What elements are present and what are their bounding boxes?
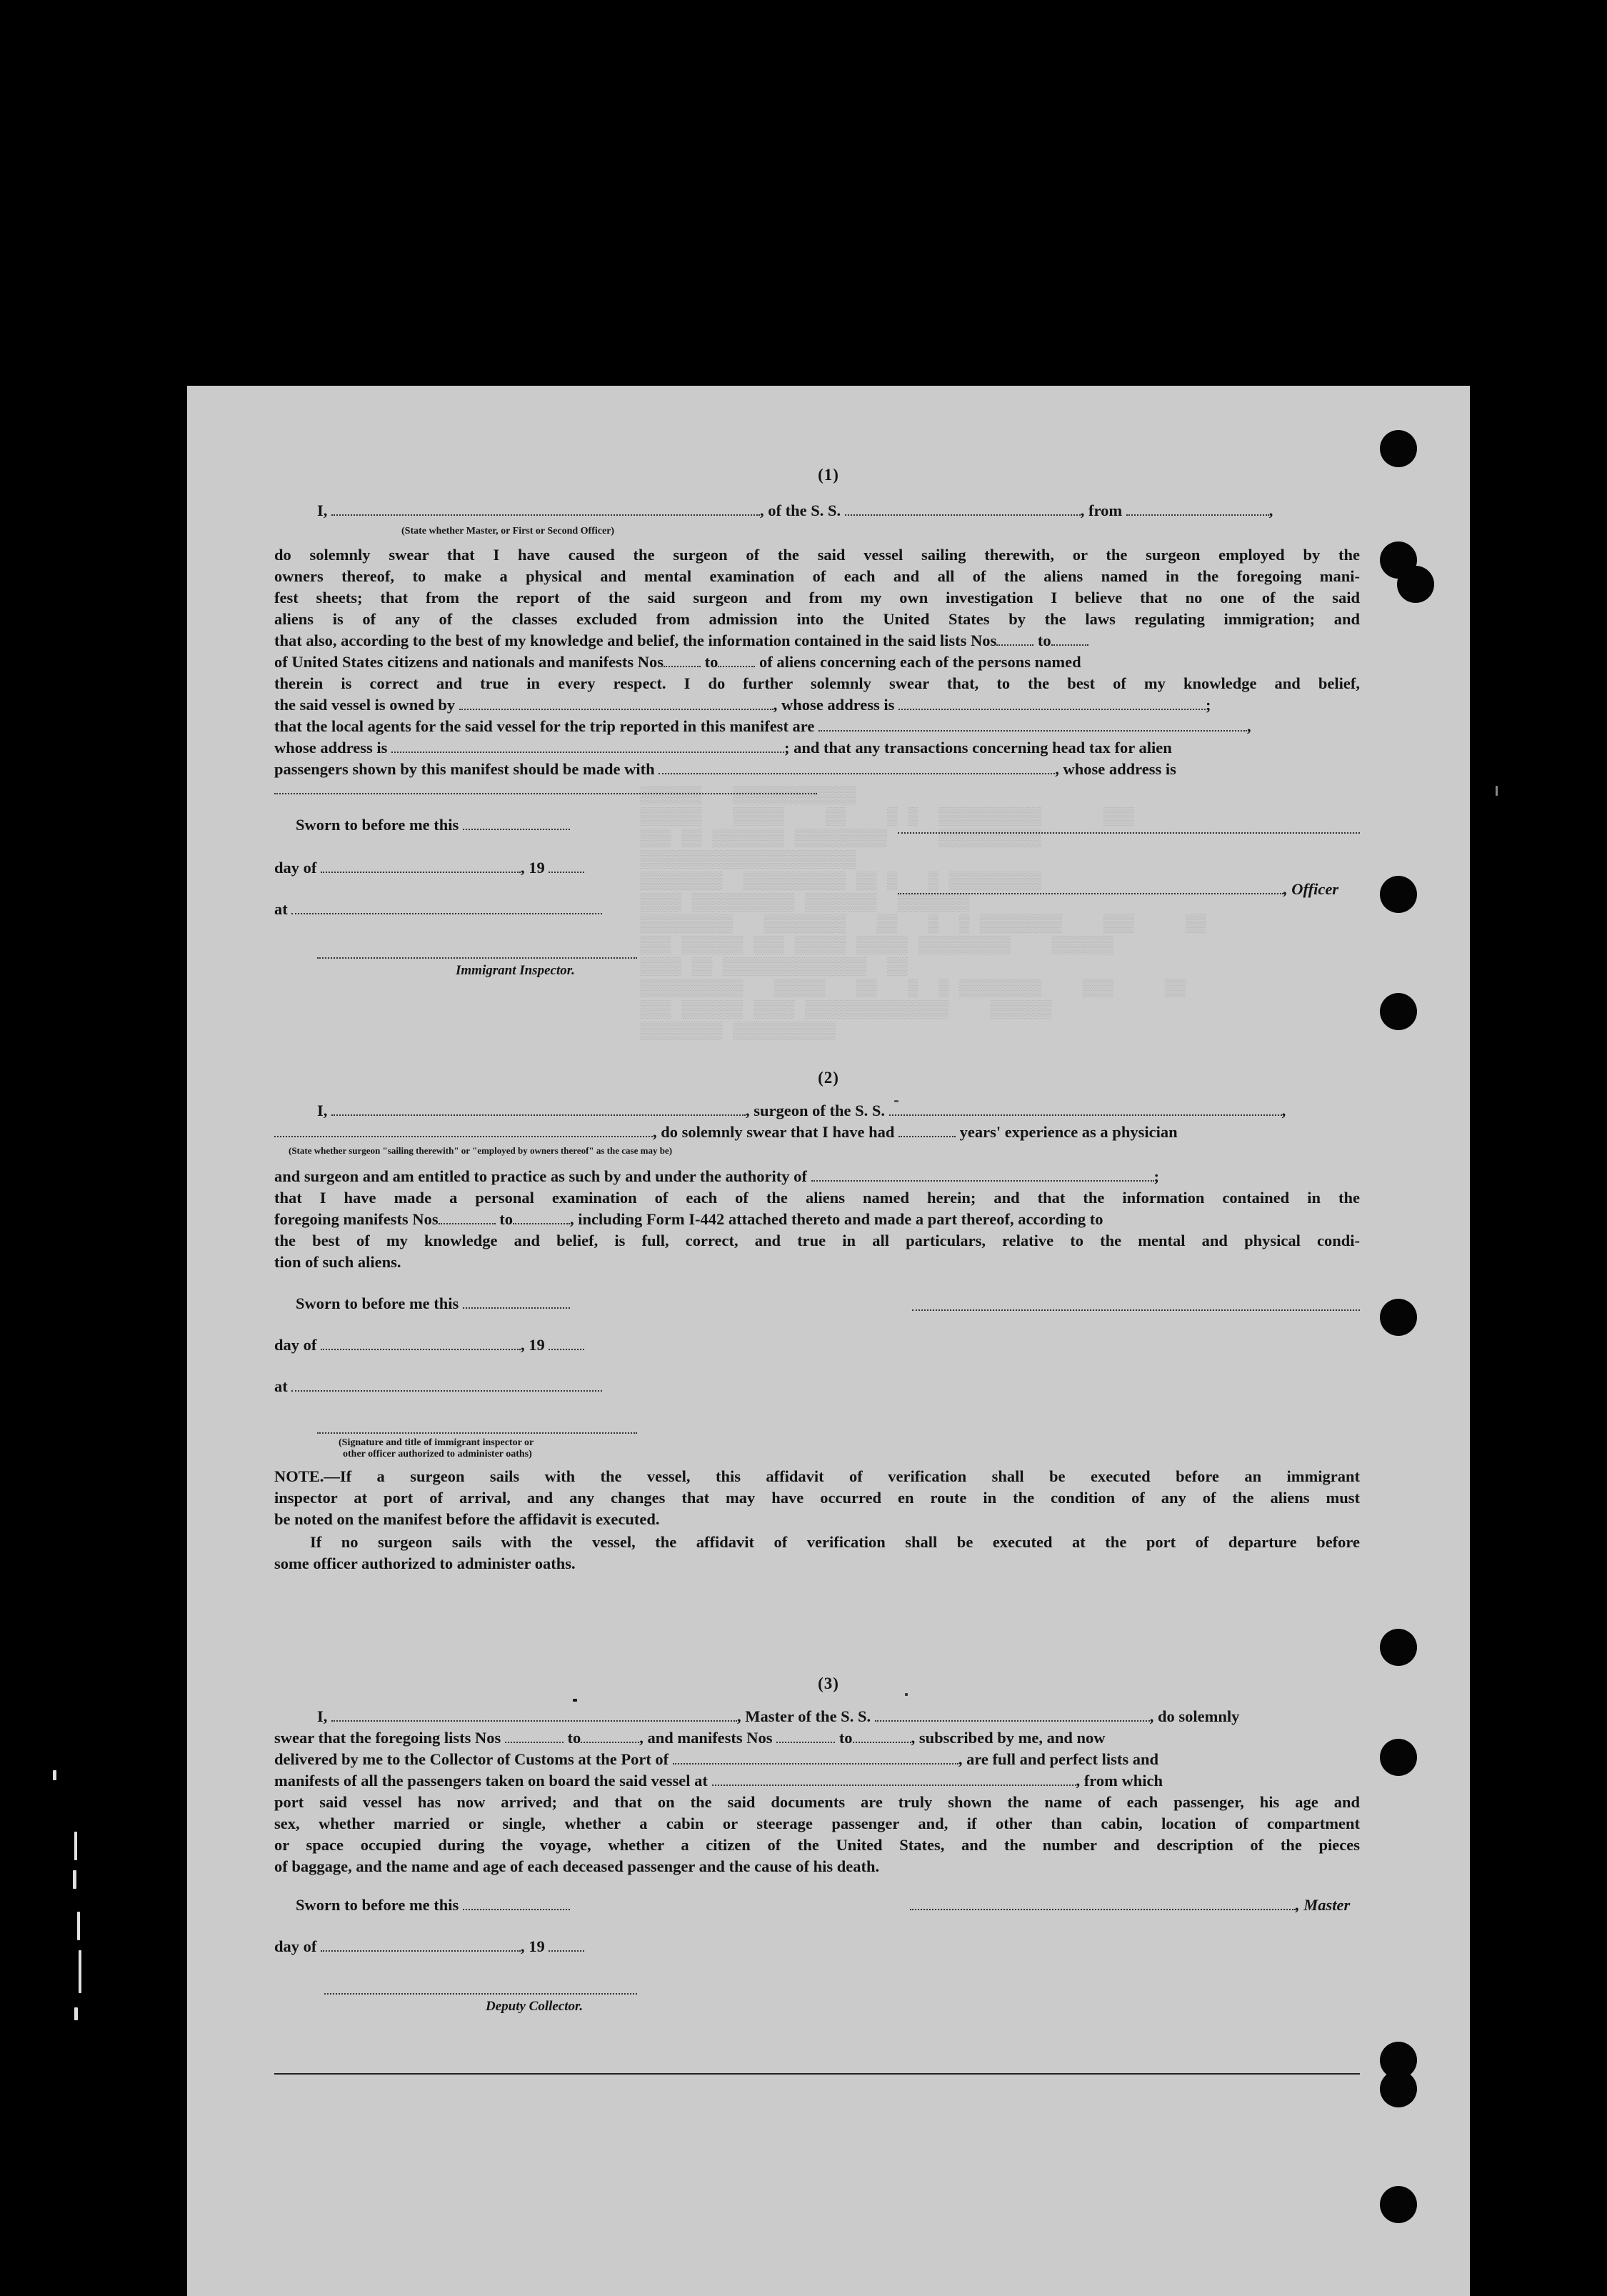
manifests-from-field[interactable] bbox=[664, 654, 701, 667]
bottom-rule bbox=[274, 2073, 1360, 2075]
punch-hole bbox=[1397, 566, 1434, 603]
embark-port-field[interactable] bbox=[712, 1773, 1076, 1786]
year-field[interactable] bbox=[549, 860, 584, 873]
label: that the local agents for the said vessel for the trip reported in this manifest are bbox=[274, 717, 815, 735]
label: , subscribed by me, and now bbox=[911, 1729, 1106, 1747]
year-field[interactable] bbox=[549, 1337, 584, 1350]
lists-from-field[interactable] bbox=[505, 1730, 564, 1743]
form-sheet bbox=[187, 386, 1470, 2296]
line bbox=[898, 879, 1338, 900]
label: day of bbox=[274, 1336, 317, 1354]
pronoun: I, bbox=[317, 501, 328, 519]
para-line: aliens is of any of the classes excluded from admission into the United States by the laws regulating immigration; and bbox=[274, 610, 1360, 628]
year-field[interactable] bbox=[549, 1939, 584, 1952]
dust-speck bbox=[77, 1912, 80, 1940]
punch-hole bbox=[1380, 993, 1417, 1030]
port-field[interactable] bbox=[673, 1752, 958, 1765]
label: Sworn to before me this bbox=[296, 816, 459, 834]
line bbox=[274, 630, 1360, 652]
manifests-to-field[interactable] bbox=[853, 1730, 911, 1743]
punch-hole bbox=[1380, 1629, 1417, 1666]
day-field[interactable] bbox=[321, 860, 521, 873]
label: the said vessel is owned by bbox=[274, 696, 456, 714]
line bbox=[296, 1895, 570, 1916]
years-field[interactable] bbox=[898, 1124, 956, 1137]
para-line: that I have made a personal examination of each of the aliens named herein; and that the information contained in the bbox=[274, 1189, 1360, 1207]
label: day of bbox=[274, 859, 317, 877]
officer-signature-field[interactable] bbox=[898, 882, 1283, 894]
master-signature-field[interactable] bbox=[910, 1897, 1296, 1910]
address-field[interactable] bbox=[274, 793, 817, 794]
para-line: tion of such aliens. bbox=[274, 1253, 401, 1271]
field-note: (State whether Master, or First or Second Officer) bbox=[401, 526, 615, 536]
line bbox=[317, 1706, 1239, 1727]
day-field[interactable] bbox=[321, 1939, 521, 1952]
label: swear that the foregoing lists Nos bbox=[274, 1729, 501, 1747]
line bbox=[274, 1166, 1360, 1187]
line bbox=[910, 1895, 1350, 1916]
label: , from bbox=[1080, 501, 1123, 519]
para-line: port said vessel has now arrived; and that on the said documents are truly shown the name of each passenger, his age and bbox=[274, 1793, 1360, 1811]
authority-field[interactable] bbox=[811, 1169, 1154, 1182]
label: at bbox=[274, 1377, 288, 1395]
note-line: inspector at port of arrival, and any changes that may have occurred en route in the condition of any of the aliens must bbox=[274, 1489, 1360, 1507]
dust-speck bbox=[573, 1699, 577, 1702]
day-field[interactable] bbox=[321, 1337, 521, 1350]
label: to bbox=[567, 1729, 581, 1747]
line bbox=[274, 1770, 1360, 1792]
label: , bbox=[1247, 717, 1251, 735]
label: , bbox=[1281, 1102, 1286, 1119]
sworn-date-field[interactable] bbox=[463, 1296, 570, 1309]
manifests-from-field[interactable] bbox=[439, 1212, 496, 1224]
line bbox=[274, 1209, 1360, 1230]
para-line: do solemnly swear that I have caused the surgeon of the said vessel sailing therewith, or the surgeon employed by the bbox=[274, 546, 1360, 564]
label: day of bbox=[274, 1937, 317, 1955]
lists-to-field[interactable] bbox=[581, 1730, 639, 1743]
label: , and manifests Nos bbox=[639, 1729, 773, 1747]
at-place-field[interactable] bbox=[291, 1379, 602, 1392]
lists-from-field[interactable] bbox=[996, 633, 1033, 646]
section-number: (3) bbox=[818, 1674, 839, 1692]
punch-hole bbox=[1380, 2070, 1417, 2107]
line bbox=[317, 500, 1273, 521]
line bbox=[274, 1749, 1360, 1770]
label: Sworn to before me this bbox=[296, 1294, 459, 1312]
line bbox=[274, 652, 1360, 673]
inspector-signature-field[interactable] bbox=[317, 957, 637, 959]
caption: Immigrant Inspector. bbox=[456, 963, 575, 978]
sworn-date-field[interactable] bbox=[463, 817, 570, 830]
bleed-through: ▒▒▒▒▒▒ ▒▒▒▒▒▒▒▒▒▒▒▒ ▒▒▒▒▒▒ ▒▒▒▒▒ ▒▒ ▒ ▒ ▒▒▒▒▒▒▒▒▒▒ ▒▒▒ ▒▒▒ ▒▒ ▒▒▒▒▒▒▒ ▒▒▒▒▒▒▒▒▒ ▒▒▒▒▒▒▒▒▒▒ ▒▒▒▒▒▒▒▒▒▒▒▒▒▒▒▒▒▒▒▒▒ ▒▒▒▒▒▒▒▒ ▒▒▒▒▒▒▒▒▒▒ ▒▒ ▒ ▒ ▒▒▒▒▒▒▒▒▒ ▒▒▒▒ ▒▒▒▒▒▒▒▒▒▒ ▒▒▒▒▒▒▒ ▒▒▒▒▒▒▒ ▒▒▒▒▒▒▒▒▒ ▒▒▒▒▒▒▒▒ ▒▒ ▒ ▒ ▒▒▒▒▒▒▒▒ ▒▒▒ ▒▒ ▒▒▒ ▒▒▒▒▒▒ ▒▒▒ ▒▒▒▒▒ ▒▒▒▒▒ ▒▒▒▒▒▒▒▒▒ ▒▒▒▒▒▒ ▒▒▒▒ ▒▒ ▒▒▒▒▒▒▒▒▒▒▒▒▒▒ ▒▒ ▒▒▒▒▒▒▒▒▒▒ ▒▒▒▒▒ ▒▒ ▒ ▒ ▒▒▒▒▒▒▒▒ ▒▒▒ ▒▒ ▒▒▒ ▒▒▒▒▒▒ ▒▒▒▒ ▒▒▒▒▒▒▒▒▒▒▒▒▒▒ ▒▒▒▒▒▒ ▒▒▒▒▒▒▒▒ ▒▒▒▒▒▒▒▒▒▒ bbox=[640, 787, 1206, 1042]
label: and surgeon and am entitled to practice as such by and under the authority of bbox=[274, 1167, 807, 1185]
punch-hole bbox=[1380, 1299, 1417, 1336]
line bbox=[296, 1293, 570, 1314]
label: to bbox=[704, 653, 719, 671]
label: , Master bbox=[1296, 1896, 1351, 1914]
label: , whose address is bbox=[773, 696, 895, 714]
surgeon-signature-field[interactable] bbox=[912, 1309, 1360, 1311]
label: passengers shown by this manifest should be made with bbox=[274, 760, 655, 778]
line bbox=[274, 737, 1360, 759]
label: whose address is bbox=[274, 739, 388, 757]
label: , are full and perfect lists and bbox=[958, 1750, 1159, 1768]
label: , whose address is bbox=[1055, 760, 1176, 778]
sworn-date-field[interactable] bbox=[463, 1897, 570, 1910]
vessel-name-field[interactable] bbox=[889, 1103, 1282, 1116]
surgeon-name-field[interactable] bbox=[331, 1103, 746, 1116]
line bbox=[296, 814, 570, 836]
label: , of the S. S. bbox=[760, 501, 841, 519]
line bbox=[317, 1100, 1286, 1122]
label: of United States citizens and nationals and manifests Nos bbox=[274, 653, 664, 671]
vessel-name-field[interactable] bbox=[845, 503, 1081, 516]
label: , Master of the S. S. bbox=[737, 1707, 871, 1725]
dust-speck bbox=[73, 1870, 76, 1889]
label: , 19 bbox=[521, 859, 545, 877]
punch-hole bbox=[1380, 430, 1417, 467]
punch-hole bbox=[1380, 876, 1417, 913]
punch-hole bbox=[1380, 2186, 1417, 2223]
note-line: some officer authorized to administer oaths. bbox=[274, 1554, 576, 1572]
label: at bbox=[274, 900, 288, 918]
master-name-field[interactable] bbox=[331, 503, 760, 516]
line bbox=[274, 1334, 584, 1356]
label: of aliens concerning each of the persons named bbox=[759, 653, 1081, 671]
agents-address-field[interactable] bbox=[391, 740, 784, 753]
label: , surgeon of the S. S. bbox=[746, 1102, 886, 1119]
label: , including Form I-442 attached thereto and made a part thereof, according to bbox=[569, 1210, 1103, 1228]
para-line: fest sheets; that from the report of the said surgeon and from my own investigation I believe that no one of the said bbox=[274, 589, 1360, 607]
label: , do solemnly bbox=[1149, 1707, 1240, 1725]
para-line: the best of my knowledge and belief, is full, correct, and true in all particulars, relative to the mental and physical condi- bbox=[274, 1232, 1360, 1249]
line bbox=[274, 857, 584, 879]
note-line: If no surgeon sails with the vessel, the affidavit of verification shall be executed at the port of departure before bbox=[310, 1533, 1360, 1551]
local-agents-field[interactable] bbox=[818, 719, 1247, 732]
owner-field[interactable] bbox=[459, 697, 774, 710]
line bbox=[274, 1727, 1360, 1749]
line bbox=[274, 694, 1360, 716]
note-line: be noted on the manifest before the affidavit is executed. bbox=[274, 1510, 660, 1528]
manifests-to-field[interactable] bbox=[513, 1212, 570, 1224]
section-number: (1) bbox=[818, 466, 839, 484]
label: , 19 bbox=[521, 1336, 545, 1354]
label: years' experience as a physician bbox=[959, 1123, 1178, 1141]
label: , Officer bbox=[1283, 880, 1339, 898]
inspector-signature-field[interactable] bbox=[317, 1432, 637, 1434]
label: to bbox=[1037, 632, 1051, 649]
label: to bbox=[838, 1729, 853, 1747]
dust-speck bbox=[53, 1770, 56, 1780]
signature-note: other officer authorized to administer oaths) bbox=[343, 1449, 532, 1459]
label: , do solemnly swear that I have had bbox=[653, 1123, 895, 1141]
lists-to-field[interactable] bbox=[1051, 633, 1088, 646]
label: delivered by me to the Collector of Customs at the Port of bbox=[274, 1750, 669, 1768]
line bbox=[274, 716, 1360, 737]
label: , from which bbox=[1076, 1772, 1163, 1790]
line bbox=[274, 1936, 584, 1957]
head-tax-party-field[interactable] bbox=[659, 762, 1055, 774]
punch-hole bbox=[1380, 1739, 1417, 1776]
line bbox=[274, 1376, 602, 1397]
label: , bbox=[1268, 501, 1273, 519]
label: I, bbox=[317, 1707, 328, 1725]
line bbox=[274, 1122, 1360, 1143]
label: to bbox=[499, 1210, 513, 1228]
field-note: (State whether surgeon "sailing therewith" or "employed by owners thereof" as the case may be) bbox=[289, 1145, 673, 1156]
label: ; bbox=[1153, 1167, 1160, 1185]
dust-speck bbox=[79, 1950, 81, 1993]
line bbox=[274, 759, 1360, 780]
para-line: or space occupied during the voyage, whether a citizen of the United States, and the number and description of the pieces bbox=[274, 1836, 1360, 1854]
dust-speck bbox=[905, 1693, 908, 1696]
dust-speck bbox=[74, 2007, 78, 2020]
from-port-field[interactable] bbox=[1126, 503, 1269, 516]
label: foregoing manifests Nos bbox=[274, 1210, 439, 1228]
para-line: of baggage, and the name and age of each deceased passenger and the cause of his death. bbox=[274, 1857, 880, 1875]
label: I, bbox=[317, 1102, 328, 1119]
label: that also, according to the best of my knowledge and belief, the information contained in the said lists Nos bbox=[274, 632, 997, 649]
line bbox=[274, 899, 602, 920]
para-line: owners thereof, to make a physical and mental examination of each and all of the aliens named in the foregoing mani- bbox=[274, 567, 1360, 585]
label: ; bbox=[1206, 696, 1211, 714]
dust-speck bbox=[1496, 786, 1498, 796]
at-place-field[interactable] bbox=[291, 902, 602, 914]
vessel-name-field[interactable] bbox=[875, 1709, 1150, 1722]
owner-address-field[interactable] bbox=[898, 697, 1206, 710]
label: Sworn to before me this bbox=[296, 1896, 459, 1914]
note-line: NOTE.—If a surgeon sails with the vessel, this affidavit of verification shall be executed before an immigrant bbox=[274, 1467, 1360, 1485]
caption: Deputy Collector. bbox=[486, 1999, 584, 2014]
label: ; and that any transactions concerning head tax for alien bbox=[784, 739, 1172, 757]
surgeon-status-field[interactable] bbox=[274, 1124, 653, 1137]
label: , 19 bbox=[521, 1937, 545, 1955]
para-line: sex, whether married or single, whether a cabin or steerage passenger and, if other than cabin, location of compartment bbox=[274, 1815, 1360, 1832]
manifests-from-field[interactable] bbox=[776, 1730, 835, 1743]
dust-speck bbox=[74, 1832, 77, 1860]
section-number: (2) bbox=[818, 1069, 839, 1087]
signature-field[interactable] bbox=[898, 832, 1360, 834]
para-line: therein is correct and true in every respect. I do further solemnly swear that, to the best of my knowledge and belief, bbox=[274, 674, 1360, 692]
master-name-field[interactable] bbox=[331, 1709, 737, 1722]
collector-signature-field[interactable] bbox=[324, 1993, 637, 1995]
manifests-to-field[interactable] bbox=[718, 654, 755, 667]
signature-note: (Signature and title of immigrant inspector or bbox=[339, 1437, 534, 1448]
label: manifests of all the passengers taken on board the said vessel at bbox=[274, 1772, 708, 1790]
